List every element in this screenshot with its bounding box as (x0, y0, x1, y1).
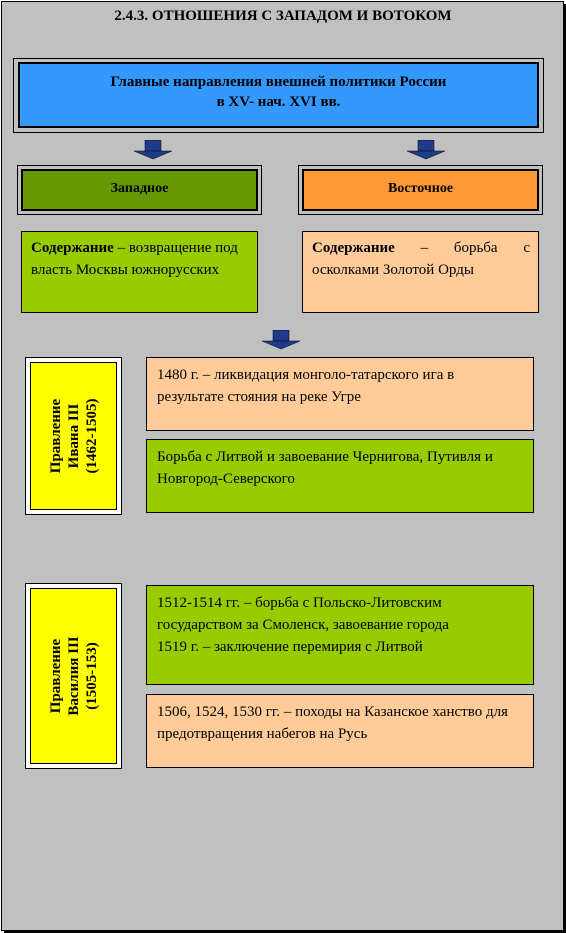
west-direction-box: Западное (21, 169, 258, 211)
west-content-label: Содержание (31, 240, 114, 256)
arrow-down-icon (134, 140, 172, 160)
event-text: 1519 г. – заключение перемирия с Литвой (157, 639, 423, 655)
page-title: 2.4.3. ОТНОШЕНИЯ С ЗАПАДОМ И ВОТОКОМ (114, 8, 452, 24)
west-content-text: – возвращение под власть Москвы южнорусских (31, 240, 238, 278)
east-content-label: Содержание (312, 240, 395, 256)
ruler-vasily-box (30, 588, 117, 764)
ruler-ivan-label: Правление Ивана III (1462-1505) (47, 398, 100, 474)
ruler-vasily-label: Правление Василия III (1505-153) (47, 636, 100, 716)
west-content-box (21, 231, 258, 313)
event-box: 1480 г. – ликвидация монголо-татарского ига в результате стояния на реке Угре (146, 357, 534, 431)
event-box: 1506, 1524, 1530 гг. – походы на Казанское ханство для предотвращения набегов на Русь (146, 694, 534, 768)
arrow-down-icon (407, 140, 445, 160)
ruler-ivan-box (30, 362, 117, 510)
main-directions-box (18, 62, 539, 128)
east-content-text: – борьба с осколками Золотой Орды (312, 240, 530, 278)
main-title-line-1: Главные направления внешней политики России (110, 74, 447, 90)
east-direction-box: Восточное (302, 169, 539, 211)
east-content-box (302, 231, 539, 313)
event-text: 1512-1514 гг. – борьба с Польско-Литовским государством за Смоленск, завоевание города (157, 595, 449, 633)
main-title-line-2: в XV- нач. XVI вв. (216, 94, 341, 110)
arrow-down-icon (262, 330, 300, 350)
event-box (146, 585, 534, 685)
event-box: Борьба с Литвой и завоевание Чернигова, Путивля и Новгород-Северского (146, 439, 534, 513)
